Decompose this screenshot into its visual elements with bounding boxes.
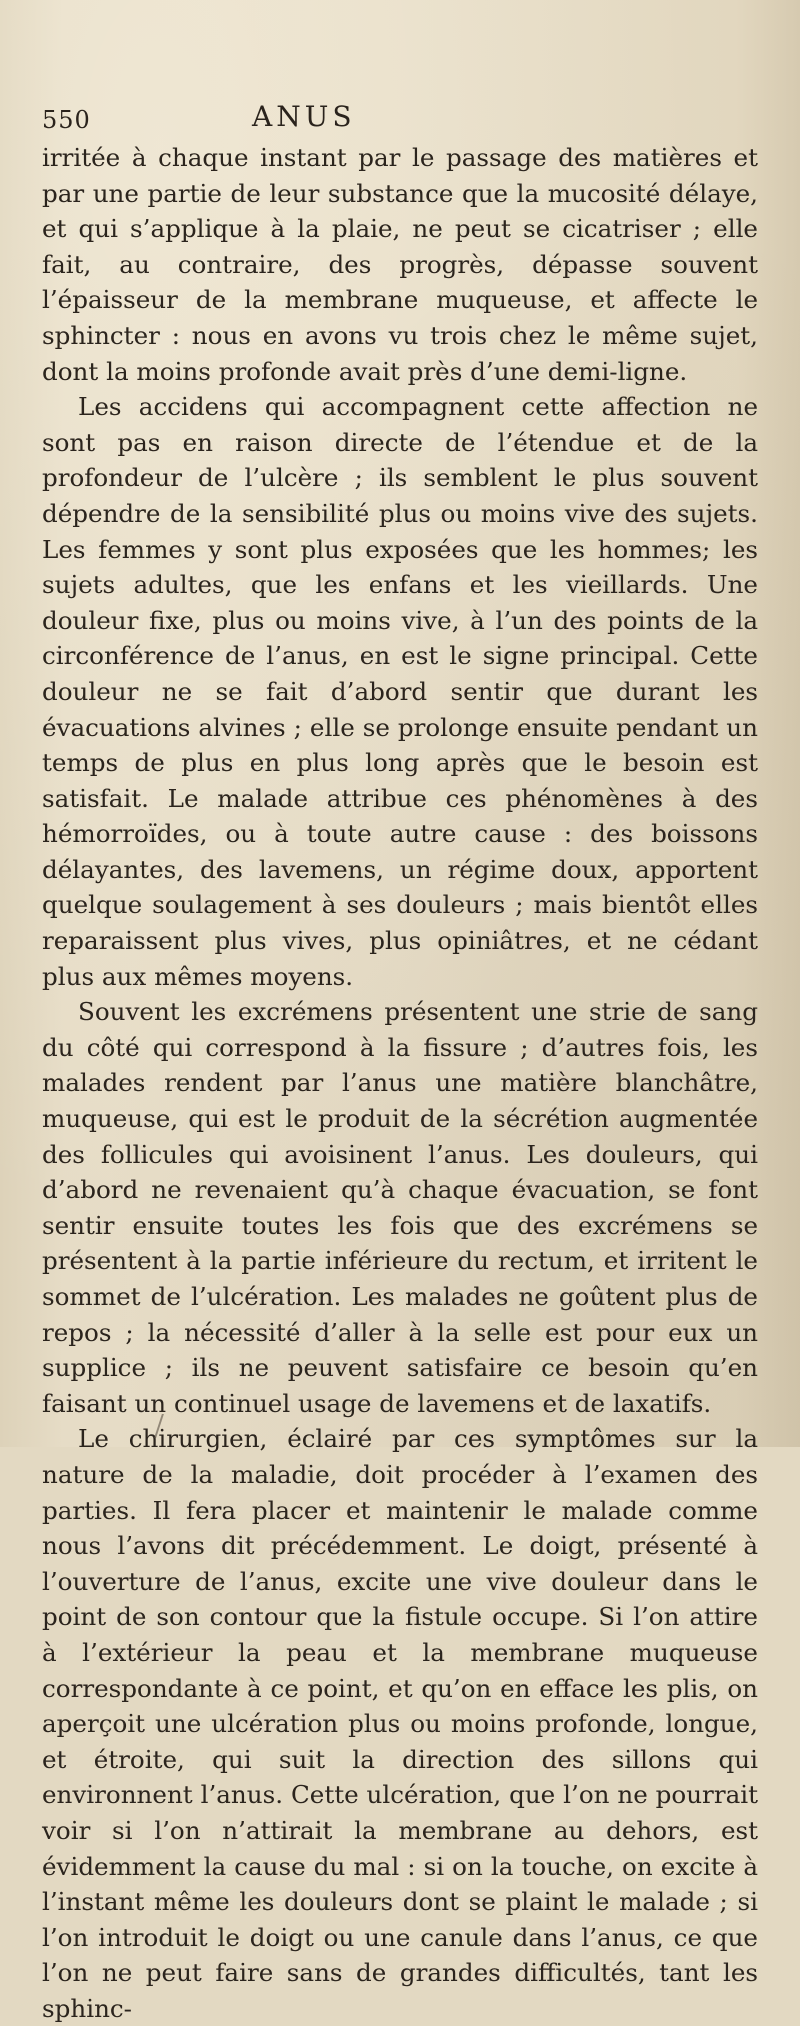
page-header <box>42 100 758 140</box>
body-text <box>42 140 758 2026</box>
paragraph-excremens: Souvent les excrémens présentent une strie de sang du côté qui correspond à la fissure ; d’autres fois, les malades rendent par l’anus une matière blanchâtre, muqueuse, qui est le produit de la sécrétion augmentée des follicules qui avoisinent l’anus. Les douleurs, qui d’abord ne revenaient qu’à chaque évacuation, se font sentir ensuite toutes les fois que des excrémens se présentent à la partie inférieure du rectum, et irritent le sommet de l’ulcération. Les malades ne goûtent plus de repos ; la nécessité d’aller à la selle est pour eux un supplice ; ils ne peuvent satisfaire ce besoin qu’en faisant un continuel usage de lavemens et de laxatifs. <box>42 997 758 1418</box>
paragraph-continuation: irritée à chaque instant par le passage des matières et par une partie de leur substance que la mucosité délaye, et qui s’applique à la plaie, ne peut se cicatriser ; elle fait, au contraire, des progrès, dépasse souvent l’épaisseur de la membrane muqueuse, et affecte le sphincter : nous en avons vu trois chez le même sujet, dont la moins profonde avait près d’une demi-ligne. <box>42 143 758 386</box>
paragraph-accidens: Les accidens qui accompagnent cette affection ne sont pas en raison directe de l’étendue et de la profondeur de l’ulcère ; ils semblent le plus souvent dépendre de la sensibilité plus ou moins vive des sujets. Les femmes y sont plus exposées que les hommes; les sujets adultes, que les enfans et les vieillards. Une douleur fixe, plus ou moins vive, à l’un des points de la circonférence de l’anus, en est le signe principal. Cette douleur ne se fait d’abord sentir que durant les évacuations alvines ; elle se prolonge ensuite pendant un temps de plus en plus long après que le besoin est satisfait. Le malade attribue ces phénomènes à des hémorroïdes, ou à toute autre cause : des boissons délayantes, des lavemens, un régime doux, apportent quelque soulagement à ses douleurs ; mais bientôt elles reparaissent plus vives, plus opiniâtres, et ne cédant plus aux mêmes moyens. <box>42 392 758 991</box>
page-number: 550 <box>42 106 91 134</box>
running-head: ANUS <box>252 100 356 133</box>
paragraph-chirurgien: Le chirurgien, éclairé par ces symptômes sur la nature de la maladie, doit procéder à l’examen des parties. Il fera placer et maintenir le malade comme nous l’avons dit précédemment. Le doigt, présenté à l’ouverture de l’anus, excite une vive douleur dans le point de son contour que la fistule occupe. Si l’on attire à l’extérieur la peau et la membrane muqueuse correspondante à ce point, et qu’on en efface les plis, on aperçoit une ulcération plus ou moins profonde, longue, et étroite, qui suit la direction des sillons qui environnent l’anus. Cette ulcération, que l’on ne pourrait voir si l’on n’attirait la membrane au dehors, est évidemment la cause du mal : si on la touche, on excite à l’instant même les douleurs dont se plaint le malade ; si l’on introduit le doigt ou une canule dans l’anus, ce que l’on ne peut faire sans de grandes difficultés, tant les sphinc- <box>42 1424 758 2023</box>
